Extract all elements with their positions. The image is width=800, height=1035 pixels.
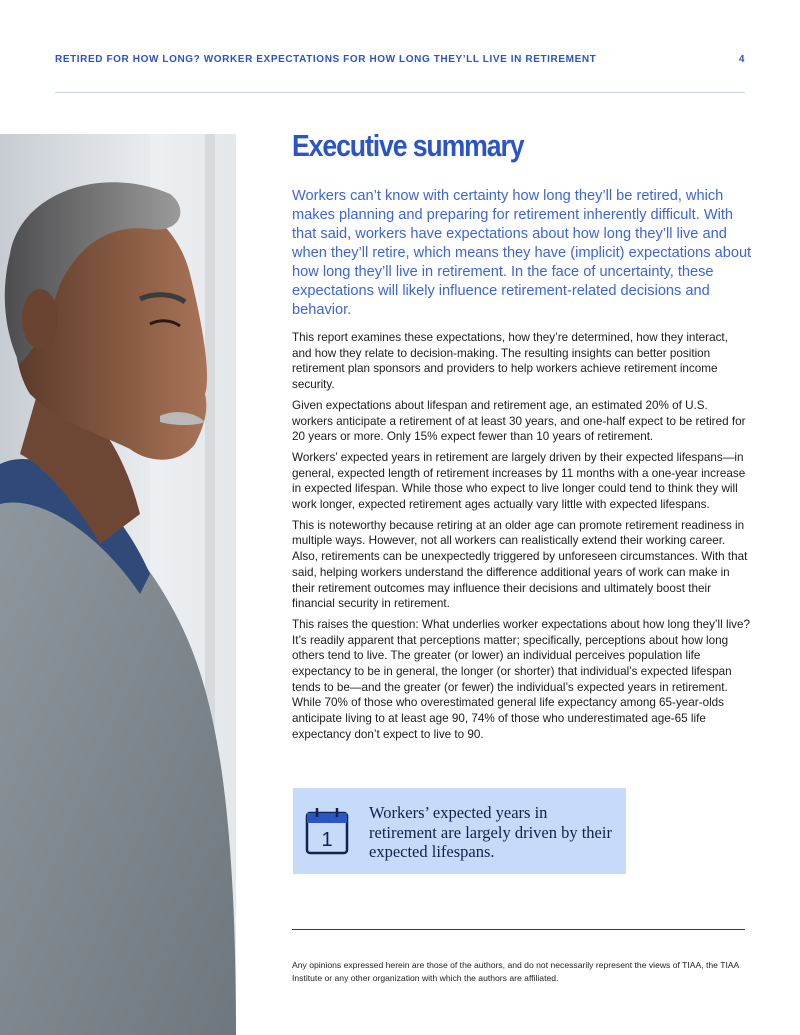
running-title: RETIRED FOR HOW LONG? WORKER EXPECTATIONS FOR HOW LONG THEY’LL LIVE IN RETIREMENT [55, 54, 597, 65]
page-title: Executive summary [292, 128, 524, 163]
page-header [55, 54, 745, 65]
callout-text: Workers’ expected years in retirement are largely driven by their expected lifespans. [369, 803, 612, 861]
header-divider [55, 92, 745, 93]
portrait-illustration [0, 134, 236, 1035]
intro-paragraph: Workers can’t know with certainty how long they’ll be retired, which makes planning and preparing for retirement inherently difficult. With that said, workers have expectations about how long they’ll live and when they’ll retire, which means they have (implicit) expectations about how long they’ll live in retirement. In the face of uncertainty, these expectations will likely influence retirement-related decisions and behavior. [292, 188, 752, 318]
calendar-number: 1 [321, 829, 333, 851]
key-finding-callout [293, 788, 626, 874]
body-paragraph: This raises the question: What underlies worker expectations about how long they’ll live? It’s readily apparent that perceptions matter; specifically, perceptions about how long others tend to live. The greater (or lower) an individual perceives population life expectancy to be in general, the longer (or shorter) that individual’s expected lifespan tends to be—and the greater (or fewer) the individual’s expected years in retirement. While 70% of those who overestimated general life expectancy among 65-year-olds anticipate living to at least age 90, 74% of those who underestimated age-65 life expectancy don’t expect to live to 90. [292, 617, 751, 741]
disclaimer-footnote: Any opinions expressed herein are those of the authors, and do not necessarily represent the views of TIAA, the TIAA Institute or any other organization with which the authors are affiliated. [292, 960, 739, 983]
calendar-icon [305, 807, 349, 855]
page-number: 4 [738, 54, 745, 65]
body-paragraph: This report examines these expectations, how they’re determined, how they interact, and how they relate to decision-making. The resulting insights can better position retirement plan sponsors and providers to help workers achieve retirement income security. [292, 331, 728, 392]
body-paragraph: Workers’ expected years in retirement are largely driven by their expected lifespans—in general, expected length of retirement increases by 11 months with a one-year increase in expected lifespan. While those who expect to live longer could tend to think they will work longer, expected retirement ages actually vary little with expected lifespans. [292, 450, 746, 512]
footer-divider [292, 929, 745, 930]
body-paragraph: Given expectations about lifespan and retirement age, an estimated 20% of U.S. workers anticipate a retirement of at least 30 years, and one-half expect to be retired for 20 years or more. Only 15% expect fewer than 10 years of retirement. [292, 398, 746, 444]
body-paragraph: This is noteworthy because retiring at an older age can promote retirement readiness in multiple ways. However, not all workers can realistically extend their working career. Also, retirements can be unexpectedly triggered by unforeseen circumstances. With that said, helping workers understand the difference additional years of work can make in their retirement outcomes may influence their decisions and ultimately boost their financial security in retirement. [292, 518, 748, 611]
portrait-photo [0, 134, 236, 1035]
body-text [292, 330, 750, 748]
